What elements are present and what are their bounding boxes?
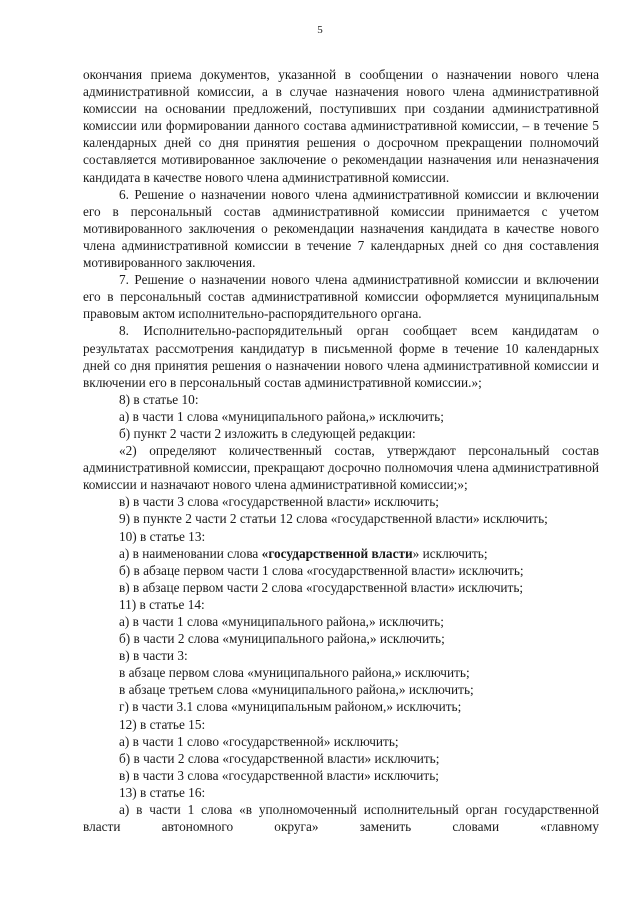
amendment-line: б) в абзаце первом части 1 слова «государственной власти» исключить; — [119, 562, 524, 578]
paragraph-item-8: 8. Исполнительно-распорядительный орган сообщает всем кандидатам о результатах рассмотрения кандидатур в письменной форме в течение 10 календарных дней со дня принятия решения о назначении нового члена административной комиссии и включении его в персональный состав административной комиссии.»; — [83, 323, 599, 390]
paragraph-item-7: 7. Решение о назначении нового члена административной комиссии и включении его в персональный состав административной комиссии оформляется муниципальным правовым актом исполнительно-распорядительного органа. — [83, 272, 599, 322]
amendment-line: в) в части 3 слова «государственной власти» исключить; — [119, 494, 439, 510]
amendment-line: г) в части 3.1 слова «муниципальным районом,» исключить; — [119, 699, 462, 715]
amendment-line: в абзаце третьем слова «муниципального района,» исключить; — [119, 682, 474, 698]
amendment-article-15: 12) в статье 15: — [119, 716, 206, 732]
amendment-line: б) в части 2 слова «муниципального района,» исключить; — [119, 631, 445, 647]
amendment-line-text: » исключить; — [412, 545, 488, 561]
bold-quote: «государственной власти — [261, 545, 413, 561]
amendment-line: б) пункт 2 части 2 изложить в следующей редакции: — [119, 425, 416, 441]
amendment-article-12: 9) в пункте 2 части 2 статьи 12 слова «государственной власти» исключить; — [119, 511, 548, 527]
amendment-line: в) в абзаце первом части 2 слова «государственной власти» исключить; — [119, 579, 524, 595]
amendment-line-text: а) в наименовании слова — [119, 545, 262, 561]
paragraph-item-6: 6. Решение о назначении нового члена административной комиссии и включении его в персональный состав административной комиссии принимается с учетом мотивированного заключения о рекомендации назначения кандидата в качестве нового члена административной комиссии в течение 7 календарных дней со дня составления мотивированного заключения. — [83, 186, 599, 271]
amendment-line: а) в части 1 слово «государственной» исключить; — [119, 733, 399, 749]
amendment-line: в) в части 3: — [119, 648, 188, 664]
amendment-line: а) в части 1 слова «муниципального района,» исключить; — [119, 614, 444, 629]
amendment-line-trailing: а) в части 1 слова «в уполномоченный исполнительный орган государственной власти автономного округа» заменить словами «главному — [83, 802, 599, 835]
amendment-quote: «2) определяют количественный состав, утверждают персональный состав административной комиссии, прекращают досрочно полномочия члена административной комиссии и назначают нового члена административной комиссии;»; — [83, 443, 599, 493]
amendment-article-10: 8) в статье 10: — [119, 391, 199, 407]
amendment-line: б) в части 2 слова «государственной власти» исключить; — [119, 750, 440, 766]
amendment-article-14: 11) в статье 14: — [119, 596, 205, 612]
amendment-article-13: 10) в статье 13: — [119, 528, 206, 544]
page-number: 5 — [317, 24, 323, 36]
document-body — [83, 66, 599, 835]
amendment-article-16: 13) в статье 16: — [119, 784, 206, 800]
amendment-line: а) в части 1 слова «муниципального района,» исключить; — [119, 408, 444, 424]
amendment-line: в) в части 3 слова «государственной власти» исключить; — [119, 767, 439, 783]
paragraph-continuation: окончания приема документов, указанной в сообщении о назначении нового члена административной комиссии, а в случае назначения нового члена административной комиссии на основании предложений, поступивших при создании административной комиссии или формировании данного состава административной комиссии, – в течение 5 календарных дней со дня принятия решения о досрочном прекращении полномочий составляется мотивированное заключение о рекомендации назначения или неназначения кандидата в качестве нового члена административной комиссии. — [83, 67, 599, 185]
amendment-line: в абзаце первом слова «муниципального района,» исключить; — [119, 665, 470, 681]
amendment-line-title — [83, 545, 599, 562]
